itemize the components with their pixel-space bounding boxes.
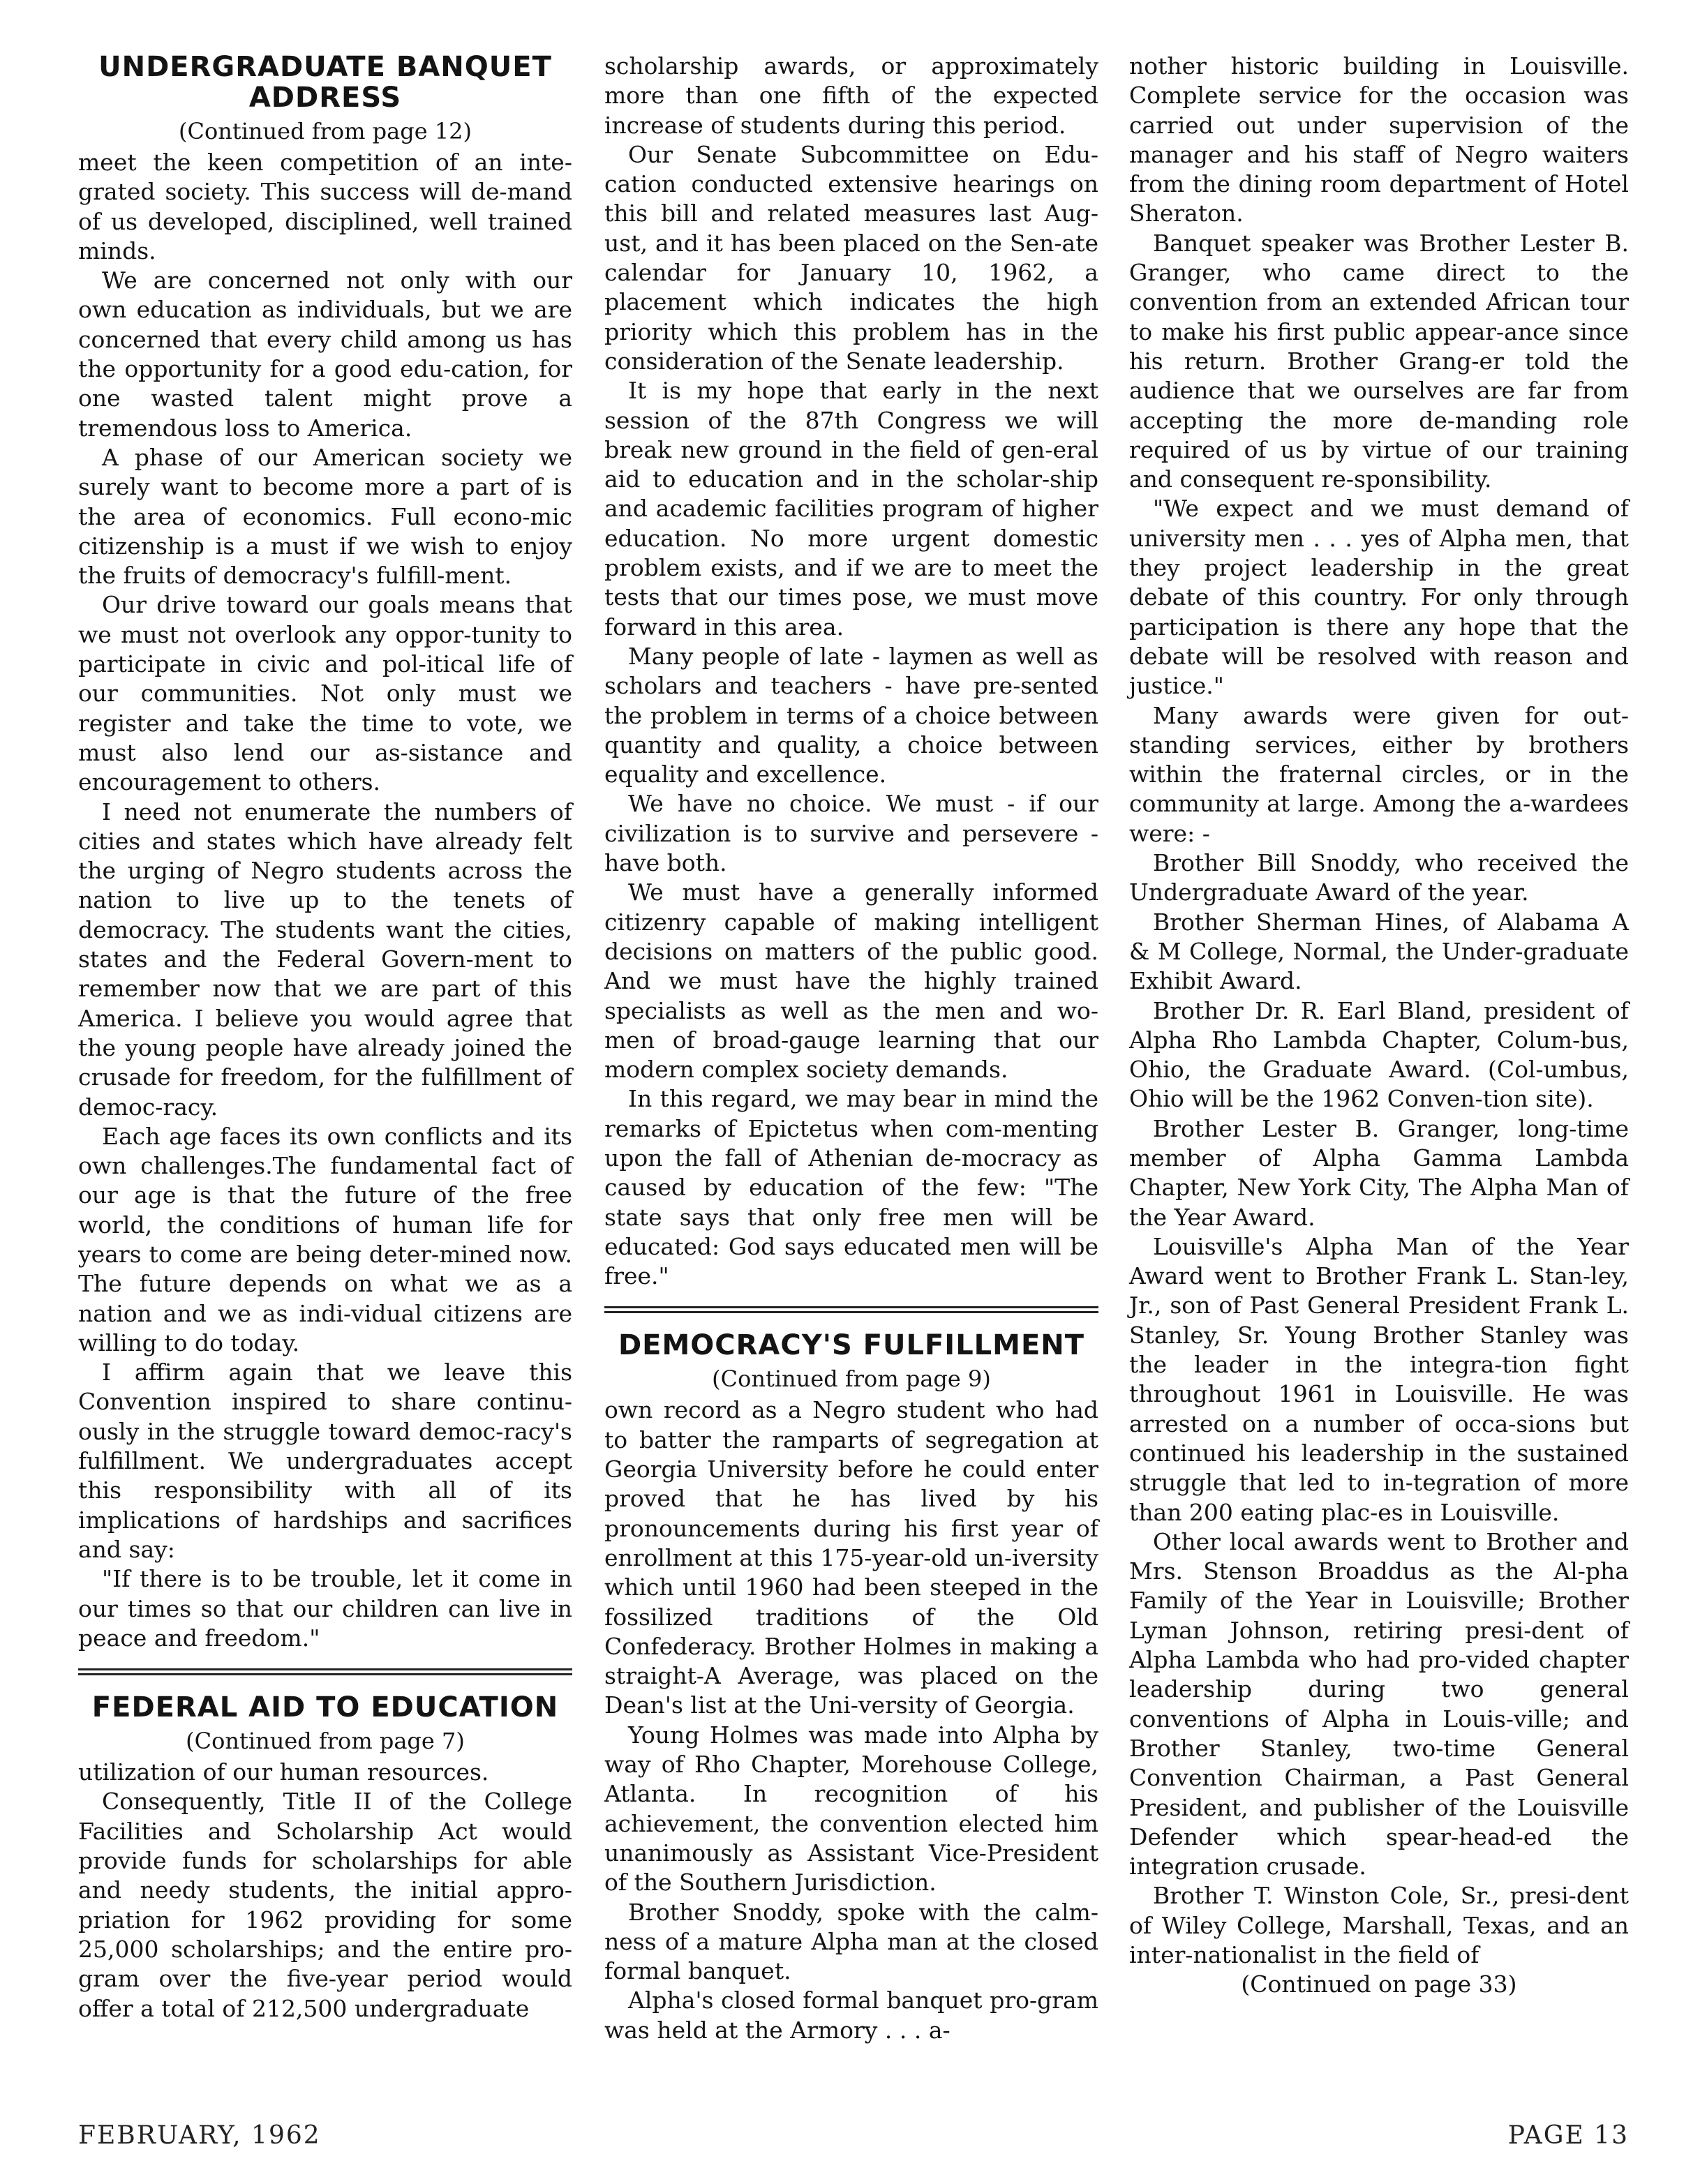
paragraph: utilization of our human resources.: [78, 1758, 489, 1786]
paragraph: We are concerned not only with our own education as individuals, but we are concerned that every child among us has the opportunity for a good edu-cation, for one wasted talent might prove a tremendous loss to America.: [78, 267, 572, 442]
paragraph: Brother Snoddy, spoke with the calm-ness of a mature Alpha man at the closed formal banquet.: [604, 1898, 1098, 1985]
paragraph: Many people of late - laymen as well as scholars and teachers - have pre-sented the problem in terms of a choice between quantity and quality, a choice between equality and excellence.: [604, 642, 1098, 788]
continued-on-note: (Continued on page 33): [1241, 1970, 1517, 1998]
federal-aid-headline: FEDERAL AID TO EDUCATION: [91, 1691, 559, 1724]
issue-date: FEBRUARY, 1962: [78, 2121, 321, 2150]
paragraph: "If there is to be trouble, let it come in our times so that our children can live in peace and freedom.": [78, 1565, 572, 1652]
column-3: [1129, 52, 1629, 2000]
paragraph: A phase of our American society we surely want to become more a part of is the area of economics. Full econo-mic citizenship is a must if we wish to enjoy the fruits of democracy's fulfill-ment.: [78, 443, 572, 590]
paragraph: I affirm again that we leave this Convention inspired to share continu-ously in the struggle toward democ-racy's fulfillment. We undergraduates accept this responsibility with all of its implications of hardships and sacrifices and say:: [78, 1359, 572, 1563]
paragraph: Many awards were given for out-standing services, either by brothers within the fraternal circles, or in the community at large. Among the a-wardees were: -: [1129, 701, 1629, 847]
paragraph: We must have a generally informed citizenry capable of making intelligent decisions on matters of the public good. And we must have the highly trained specialists as well as the men and wo-men of broad-gauge learning that our modern complex society demands.: [604, 878, 1098, 1084]
paragraph: Consequently, Title II of the College Facilities and Scholarship Act would provide funds for scholarships for able and needy students, the initial appro-priation for 1962 providing for some 25,000 scholarships; and the entire pro-gram over the five-year period would offer a total of 212,500 undergraduate: [78, 1788, 572, 2022]
paragraph: own record as a Negro student who had to batter the ramparts of segregation at Georgia University before he could enter proved that he has lived by his pronouncements during his first year of enrollment at this 175-year-old un-iversity which until 1960 had been steeped in the fossilized traditions of the Old Confederacy. Brother Holmes in making a straight-A Average, was placed on the Dean's list at the Uni-versity of Georgia.: [604, 1396, 1098, 1719]
paragraph: Banquet speaker was Brother Lester B. Granger, who came direct to the convention from an extended African tour to make his first public appear-ance since his return. Brother Grang-er told the audience that we ourselves are far from accepting the more de-manding role required of us by virtue of our training and consequent re-sponsibility.: [1129, 229, 1629, 493]
paragraph: scholarship awards, or approximately more than one fifth of the expected increase of students during this period.: [604, 52, 1098, 139]
banquet-headline: UNDERGRADUATE BANQUET ADDRESS: [98, 51, 552, 114]
paragraph: Our drive toward our goals means that we must not overlook any oppor-tunity to participate in civic and pol-itical life of our communities. Not only must we register and take the time to vote, we must also lend our as-sistance and encouragement to others.: [78, 591, 572, 796]
paragraph: Brother Dr. R. Earl Bland, president of Alpha Rho Lambda Chapter, Colum-bus, Ohio, the Graduate Award. (Col-umbus, Ohio will be the 1962 Conven-tion site).: [1129, 996, 1629, 1113]
paragraph: Louisville's Alpha Man of the Year Award went to Brother Frank L. Stan-ley, Jr., son of Past General President Frank L. Stanley, Sr. Young Brother Stanley was the leader in the integra-tion fight throughout 1961 in Louisville. He was arrested on a number of occa-sions but continued his leadership in the sustained struggle that led to in-tegration of more than 200 eating plac-es in Louisville.: [1129, 1232, 1629, 1526]
banquet-continued-from: (Continued from page 12): [178, 118, 472, 144]
paragraph: "We expect and we must demand of university men . . . yes of Alpha men, that they project leadership in the great debate of this country. For only through participation is there any hope that the debate will be resolved with reason and justice.": [1129, 495, 1629, 700]
section-divider: [604, 1306, 1098, 1313]
paragraph: Each age faces its own conflicts and its own challenges.The fundamental fact of our age is that the future of the free world, the conditions of human life for years to come are being deter-mined now. The future depends on what we as a nation and we as indi-vidual citizens are willing to do today.: [78, 1122, 572, 1356]
federal-aid-continued-from: (Continued from page 7): [186, 1728, 465, 1755]
section-divider: [78, 1668, 572, 1675]
paragraph: Alpha's closed formal banquet pro-gram was held at the Armory . . . a-: [604, 1987, 1098, 2044]
paragraph: Brother Bill Snoddy, who received the Undergraduate Award of the year.: [1129, 849, 1629, 906]
page-number: PAGE 13: [1507, 2121, 1629, 2150]
paragraph: Our Senate Subcommittee on Edu-cation conducted extensive hearings on this bill and related measures last Aug-ust, and it has been placed on the Sen-ate calendar for January 10, 1962, a placement which indicates the high priority which this problem has in the consideration of the Senate leadership.: [604, 140, 1098, 375]
paragraph: Brother Lester B. Granger, long-time member of Alpha Gamma Lambda Chapter, New York City, The Alpha Man of the Year Award.: [1129, 1114, 1629, 1231]
column-2: [604, 52, 1098, 2045]
paragraph: It is my hope that early in the next session of the 87th Congress we will break new ground in the field of gen-eral aid to education and in the scholar-ship and academic facilities program of higher education. No more urgent domestic problem exists, and if we are to meet the tests that our times pose, we must move forward in this area.: [604, 377, 1098, 641]
democracy-headline: DEMOCRACY'S FULFILLMENT: [618, 1329, 1085, 1362]
democracy-continued-from: (Continued from page 9): [712, 1366, 991, 1393]
paragraph: We have no choice. We must - if our civilization is to survive and persevere - have both.: [604, 790, 1098, 877]
paragraph: In this regard, we may bear in mind the remarks of Epictetus when com-menting upon the fall of Athenian de-mocracy as caused by education of the few: "The state says that only free men will be educated: God says educated men will be free.": [604, 1085, 1098, 1290]
paragraph: Brother T. Winston Cole, Sr., presi-dent of Wiley College, Marshall, Texas, and an inter-nationalist in the field of: [1129, 1882, 1629, 1968]
paragraph: Other local awards went to Brother and Mrs. Stenson Broaddus as the Al-pha Family of the Year in Louisville; Brother Lyman Johnson, retiring presi-dent of Alpha Lambda who had pro-vided chapter leadership during two general conventions of Alpha in Louis-ville; and Brother Stanley, two-time General Convention Chairman, a Past General President, and publisher of the Louisville Defender which spear-head-ed the integration crusade.: [1129, 1527, 1629, 1880]
paragraph: nother historic building in Louisville. Complete service for the occasion was carried out under supervision of the manager and his staff of Negro waiters from the dining room department of Hotel Sheraton.: [1129, 52, 1629, 227]
paragraph: Young Holmes was made into Alpha by way of Rho Chapter, Morehouse College, Atlanta. In recognition of his achievement, the convention elected him unanimously as Assistant Vice-President of the Southern Jurisdiction.: [604, 1721, 1098, 1897]
paragraph: Brother Sherman Hines, of Alabama A & M College, Normal, the Under-graduate Exhibit Award.: [1129, 908, 1629, 995]
paragraph: meet the keen competition of an inte-grated society. This success will de-mand of us developed, disciplined, well trained minds.: [78, 149, 572, 264]
paragraph: I need not enumerate the numbers of cities and states which have already felt the urging of Negro students across the nation to live up to the tenets of democracy. The students want the cities, states and the Federal Govern-ment to remember now that we are part of this America. I believe you would agree that the young people have already joined the crusade for freedom, for the fulfillment of democ-racy.: [78, 798, 572, 1121]
column-1: [78, 52, 572, 2024]
